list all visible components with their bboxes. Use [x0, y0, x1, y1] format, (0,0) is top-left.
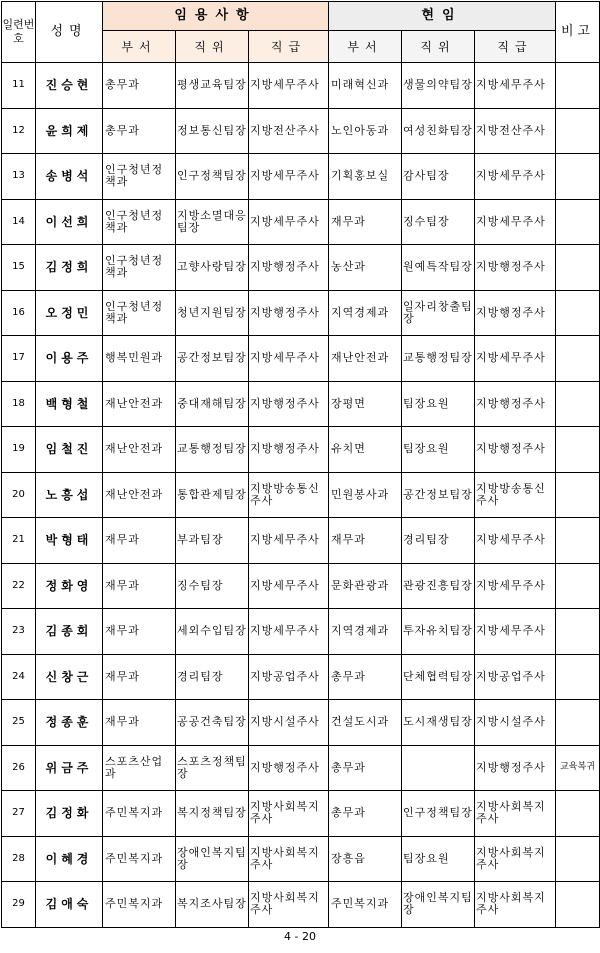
cur-grade-cell: 지방전산주사 [475, 108, 556, 154]
new-grade-cell: 지방행정주사 [249, 745, 329, 791]
cur-grade-cell: 지방사회복지주사 [475, 791, 556, 837]
new-position-cell: 장애인복지팀장 [176, 836, 249, 882]
note-cell [556, 700, 600, 746]
serial-cell: 16 [2, 290, 36, 336]
table-row [2, 336, 600, 382]
cur-position-cell: 장애인복지팀장 [402, 882, 475, 928]
name-cell: 이선희 [36, 199, 103, 245]
new-position-cell: 공간정보팀장 [176, 336, 249, 382]
table-row [2, 199, 600, 245]
new-grade-cell: 지방행정주사 [249, 427, 329, 473]
serial-cell: 24 [2, 654, 36, 700]
new-position-cell: 부과팀장 [176, 518, 249, 564]
note-header: 비고 [556, 2, 600, 63]
cur-dept-cell: 재무과 [329, 199, 402, 245]
new-dept-cell: 재무과 [103, 563, 176, 609]
new-position-cell: 평생교육팀장 [176, 63, 249, 109]
name-cell: 박형태 [36, 518, 103, 564]
new-grade-cell: 지방세무주사 [249, 518, 329, 564]
new-grade-header: 직급 [249, 31, 329, 63]
note-cell [556, 290, 600, 336]
cur-grade-cell: 지방시설주사 [475, 700, 556, 746]
cur-dept-cell: 농산과 [329, 245, 402, 291]
table-row [2, 654, 600, 700]
new-dept-cell: 총무과 [103, 108, 176, 154]
cur-grade-cell: 지방세무주사 [475, 609, 556, 655]
cur-position-cell: 팀장요원 [402, 381, 475, 427]
cur-position-cell: 감사팀장 [402, 154, 475, 200]
cur-dept-cell: 문화관광과 [329, 563, 402, 609]
table-row [2, 609, 600, 655]
cur-dept-cell: 총무과 [329, 654, 402, 700]
table-row [2, 63, 600, 109]
new-grade-cell: 지방세무주사 [249, 63, 329, 109]
new-grade-cell: 지방사회복지주사 [249, 791, 329, 837]
new-position-cell: 통합관제팀장 [176, 472, 249, 518]
cur-dept-cell: 총무과 [329, 745, 402, 791]
cur-grade-cell: 지방공업주사 [475, 654, 556, 700]
new-grade-cell: 지방세무주사 [249, 336, 329, 382]
serial-cell: 12 [2, 108, 36, 154]
serial-cell: 23 [2, 609, 36, 655]
name-cell: 임철진 [36, 427, 103, 473]
table-row [2, 245, 600, 291]
name-cell: 김애숙 [36, 882, 103, 928]
new-position-cell: 복지조사팀장 [176, 882, 249, 928]
new-position-cell: 세외수입팀장 [176, 609, 249, 655]
new-grade-cell: 지방사회복지주사 [249, 882, 329, 928]
appointment-header: 임용사항 [103, 2, 329, 31]
serial-cell: 11 [2, 63, 36, 109]
note-cell [556, 381, 600, 427]
cur-dept-cell: 재난안전과 [329, 336, 402, 382]
serial-cell: 14 [2, 199, 36, 245]
cur-position-cell: 원예특작팀장 [402, 245, 475, 291]
serial-cell: 18 [2, 381, 36, 427]
name-cell: 김정화 [36, 791, 103, 837]
new-grade-cell: 지방행정주사 [249, 290, 329, 336]
cur-grade-cell: 지방행정주사 [475, 381, 556, 427]
note-cell [556, 472, 600, 518]
new-position-cell: 지방소멸대응팀장 [176, 199, 249, 245]
cur-grade-cell: 지방행정주사 [475, 290, 556, 336]
new-position-cell: 교통행정팀장 [176, 427, 249, 473]
new-dept-cell: 재난안전과 [103, 472, 176, 518]
cur-position-cell: 경리팀장 [402, 518, 475, 564]
table-row [2, 381, 600, 427]
new-position-cell: 복지정책팀장 [176, 791, 249, 837]
new-dept-cell: 주민복지과 [103, 836, 176, 882]
cur-position-cell: 생물의약팀장 [402, 63, 475, 109]
name-cell: 오정민 [36, 290, 103, 336]
cur-position-header: 직위 [402, 31, 475, 63]
cur-grade-cell: 지방행정주사 [475, 245, 556, 291]
note-cell [556, 245, 600, 291]
table-row [2, 882, 600, 928]
new-dept-cell: 인구청년정책과 [103, 199, 176, 245]
table-row [2, 108, 600, 154]
cur-grade-cell: 지방세무주사 [475, 63, 556, 109]
name-cell: 김종회 [36, 609, 103, 655]
new-position-cell: 스포츠정책팀장 [176, 745, 249, 791]
new-grade-cell: 지방방송통신주사 [249, 472, 329, 518]
serial-header: 일련번호 [2, 2, 36, 63]
cur-grade-header: 직급 [475, 31, 556, 63]
note-cell: 교육복귀 [556, 745, 600, 791]
table-row [2, 700, 600, 746]
name-header: 성명 [36, 2, 103, 63]
new-grade-cell: 지방세무주사 [249, 154, 329, 200]
serial-cell: 28 [2, 836, 36, 882]
new-grade-cell: 지방세무주사 [249, 199, 329, 245]
table-row [2, 518, 600, 564]
new-grade-cell: 지방공업주사 [249, 654, 329, 700]
serial-cell: 17 [2, 336, 36, 382]
new-dept-cell: 인구청년정책과 [103, 245, 176, 291]
new-grade-cell: 지방전산주사 [249, 108, 329, 154]
note-cell [556, 154, 600, 200]
serial-cell: 21 [2, 518, 36, 564]
cur-dept-cell: 재무과 [329, 518, 402, 564]
serial-cell: 19 [2, 427, 36, 473]
name-cell: 노흥섭 [36, 472, 103, 518]
current-header: 현임 [329, 2, 556, 31]
new-dept-cell: 재무과 [103, 609, 176, 655]
table-row [2, 154, 600, 200]
cur-dept-cell: 유치면 [329, 427, 402, 473]
new-grade-cell: 지방시설주사 [249, 700, 329, 746]
note-cell [556, 336, 600, 382]
new-dept-cell: 재무과 [103, 654, 176, 700]
new-dept-cell: 재무과 [103, 518, 176, 564]
cur-dept-cell: 총무과 [329, 791, 402, 837]
new-dept-cell: 총무과 [103, 63, 176, 109]
new-position-cell: 청년지원팀장 [176, 290, 249, 336]
name-cell: 진승현 [36, 63, 103, 109]
new-grade-cell: 지방행정주사 [249, 245, 329, 291]
cur-grade-cell: 지방세무주사 [475, 154, 556, 200]
cur-grade-cell: 지방방송통신주사 [475, 472, 556, 518]
new-position-cell: 인구정책팀장 [176, 154, 249, 200]
new-position-cell: 공공건축팀장 [176, 700, 249, 746]
cur-position-cell: 팀장요원 [402, 836, 475, 882]
page-number: 4 - 20 [284, 930, 316, 943]
cur-position-cell: 도시재생팀장 [402, 700, 475, 746]
name-cell: 정화영 [36, 563, 103, 609]
serial-cell: 22 [2, 563, 36, 609]
cur-position-cell: 교통행정팀장 [402, 336, 475, 382]
note-cell [556, 108, 600, 154]
note-cell [556, 609, 600, 655]
cur-position-cell: 관광진흥팀장 [402, 563, 475, 609]
cur-position-cell: 투자유치팀장 [402, 609, 475, 655]
serial-cell: 13 [2, 154, 36, 200]
note-cell [556, 791, 600, 837]
cur-grade-cell: 지방세무주사 [475, 563, 556, 609]
cur-dept-cell: 기획홍보실 [329, 154, 402, 200]
cur-grade-cell: 지방세무주사 [475, 199, 556, 245]
cur-grade-cell: 지방세무주사 [475, 336, 556, 382]
new-dept-cell: 행복민원과 [103, 336, 176, 382]
cur-position-cell: 여성친화팀장 [402, 108, 475, 154]
table-row [2, 745, 600, 791]
new-dept-cell: 스포츠산업과 [103, 745, 176, 791]
cur-position-cell: 팀장요원 [402, 427, 475, 473]
new-dept-cell: 재난안전과 [103, 381, 176, 427]
serial-cell: 25 [2, 700, 36, 746]
cur-dept-cell: 지역경제과 [329, 609, 402, 655]
new-grade-cell: 지방세무주사 [249, 563, 329, 609]
cur-position-cell: 단체협력팀장 [402, 654, 475, 700]
new-position-header: 직위 [176, 31, 249, 63]
new-position-cell: 고향사랑팀장 [176, 245, 249, 291]
note-cell [556, 199, 600, 245]
table-row [2, 836, 600, 882]
cur-dept-header: 부서 [329, 31, 402, 63]
table-row [2, 791, 600, 837]
name-cell: 신창근 [36, 654, 103, 700]
new-grade-cell: 지방사회복지주사 [249, 836, 329, 882]
name-cell: 백형철 [36, 381, 103, 427]
note-cell [556, 63, 600, 109]
note-cell [556, 654, 600, 700]
serial-cell: 20 [2, 472, 36, 518]
cur-dept-cell: 미래혁신과 [329, 63, 402, 109]
cur-position-cell: 징수팀장 [402, 199, 475, 245]
new-position-cell: 경리팀장 [176, 654, 249, 700]
serial-cell: 15 [2, 245, 36, 291]
cur-dept-cell: 건설도시과 [329, 700, 402, 746]
note-cell [556, 836, 600, 882]
name-cell: 김정희 [36, 245, 103, 291]
cur-grade-cell: 지방사회복지주사 [475, 836, 556, 882]
new-dept-cell: 주민복지과 [103, 882, 176, 928]
cur-grade-cell: 지방세무주사 [475, 518, 556, 564]
cur-position-cell: 일자리창출팀장 [402, 290, 475, 336]
table-row [2, 427, 600, 473]
serial-cell: 27 [2, 791, 36, 837]
new-grade-cell: 지방세무주사 [249, 609, 329, 655]
new-dept-cell: 주민복지과 [103, 791, 176, 837]
name-cell: 송병석 [36, 154, 103, 200]
new-dept-cell: 재난안전과 [103, 427, 176, 473]
cur-grade-cell: 지방행정주사 [475, 427, 556, 473]
cur-dept-cell: 장흥읍 [329, 836, 402, 882]
cur-dept-cell: 주민복지과 [329, 882, 402, 928]
new-grade-cell: 지방행정주사 [249, 381, 329, 427]
note-cell [556, 882, 600, 928]
cur-position-cell: 인구정책팀장 [402, 791, 475, 837]
new-dept-cell: 인구청년정책과 [103, 154, 176, 200]
new-position-cell: 정보통신팀장 [176, 108, 249, 154]
new-dept-cell: 인구청년정책과 [103, 290, 176, 336]
new-dept-cell: 재무과 [103, 700, 176, 746]
serial-cell: 26 [2, 745, 36, 791]
cur-dept-cell: 장평면 [329, 381, 402, 427]
cur-dept-cell: 노인아동과 [329, 108, 402, 154]
name-cell: 이용주 [36, 336, 103, 382]
new-dept-header: 부서 [103, 31, 176, 63]
cur-position-cell [402, 745, 475, 791]
table-row [2, 290, 600, 336]
cur-dept-cell: 지역경제과 [329, 290, 402, 336]
name-cell: 윤희제 [36, 108, 103, 154]
new-position-cell: 중대재해팀장 [176, 381, 249, 427]
note-cell [556, 518, 600, 564]
name-cell: 이혜경 [36, 836, 103, 882]
note-cell [556, 563, 600, 609]
table-row [2, 472, 600, 518]
personnel-table [1, 1, 600, 928]
serial-cell: 29 [2, 882, 36, 928]
cur-dept-cell: 민원봉사과 [329, 472, 402, 518]
name-cell: 정종훈 [36, 700, 103, 746]
note-cell [556, 427, 600, 473]
name-cell: 위금주 [36, 745, 103, 791]
cur-position-cell: 공간정보팀장 [402, 472, 475, 518]
new-position-cell: 징수팀장 [176, 563, 249, 609]
cur-grade-cell: 지방사회복지주사 [475, 882, 556, 928]
table-row [2, 563, 600, 609]
cur-grade-cell: 지방행정주사 [475, 745, 556, 791]
